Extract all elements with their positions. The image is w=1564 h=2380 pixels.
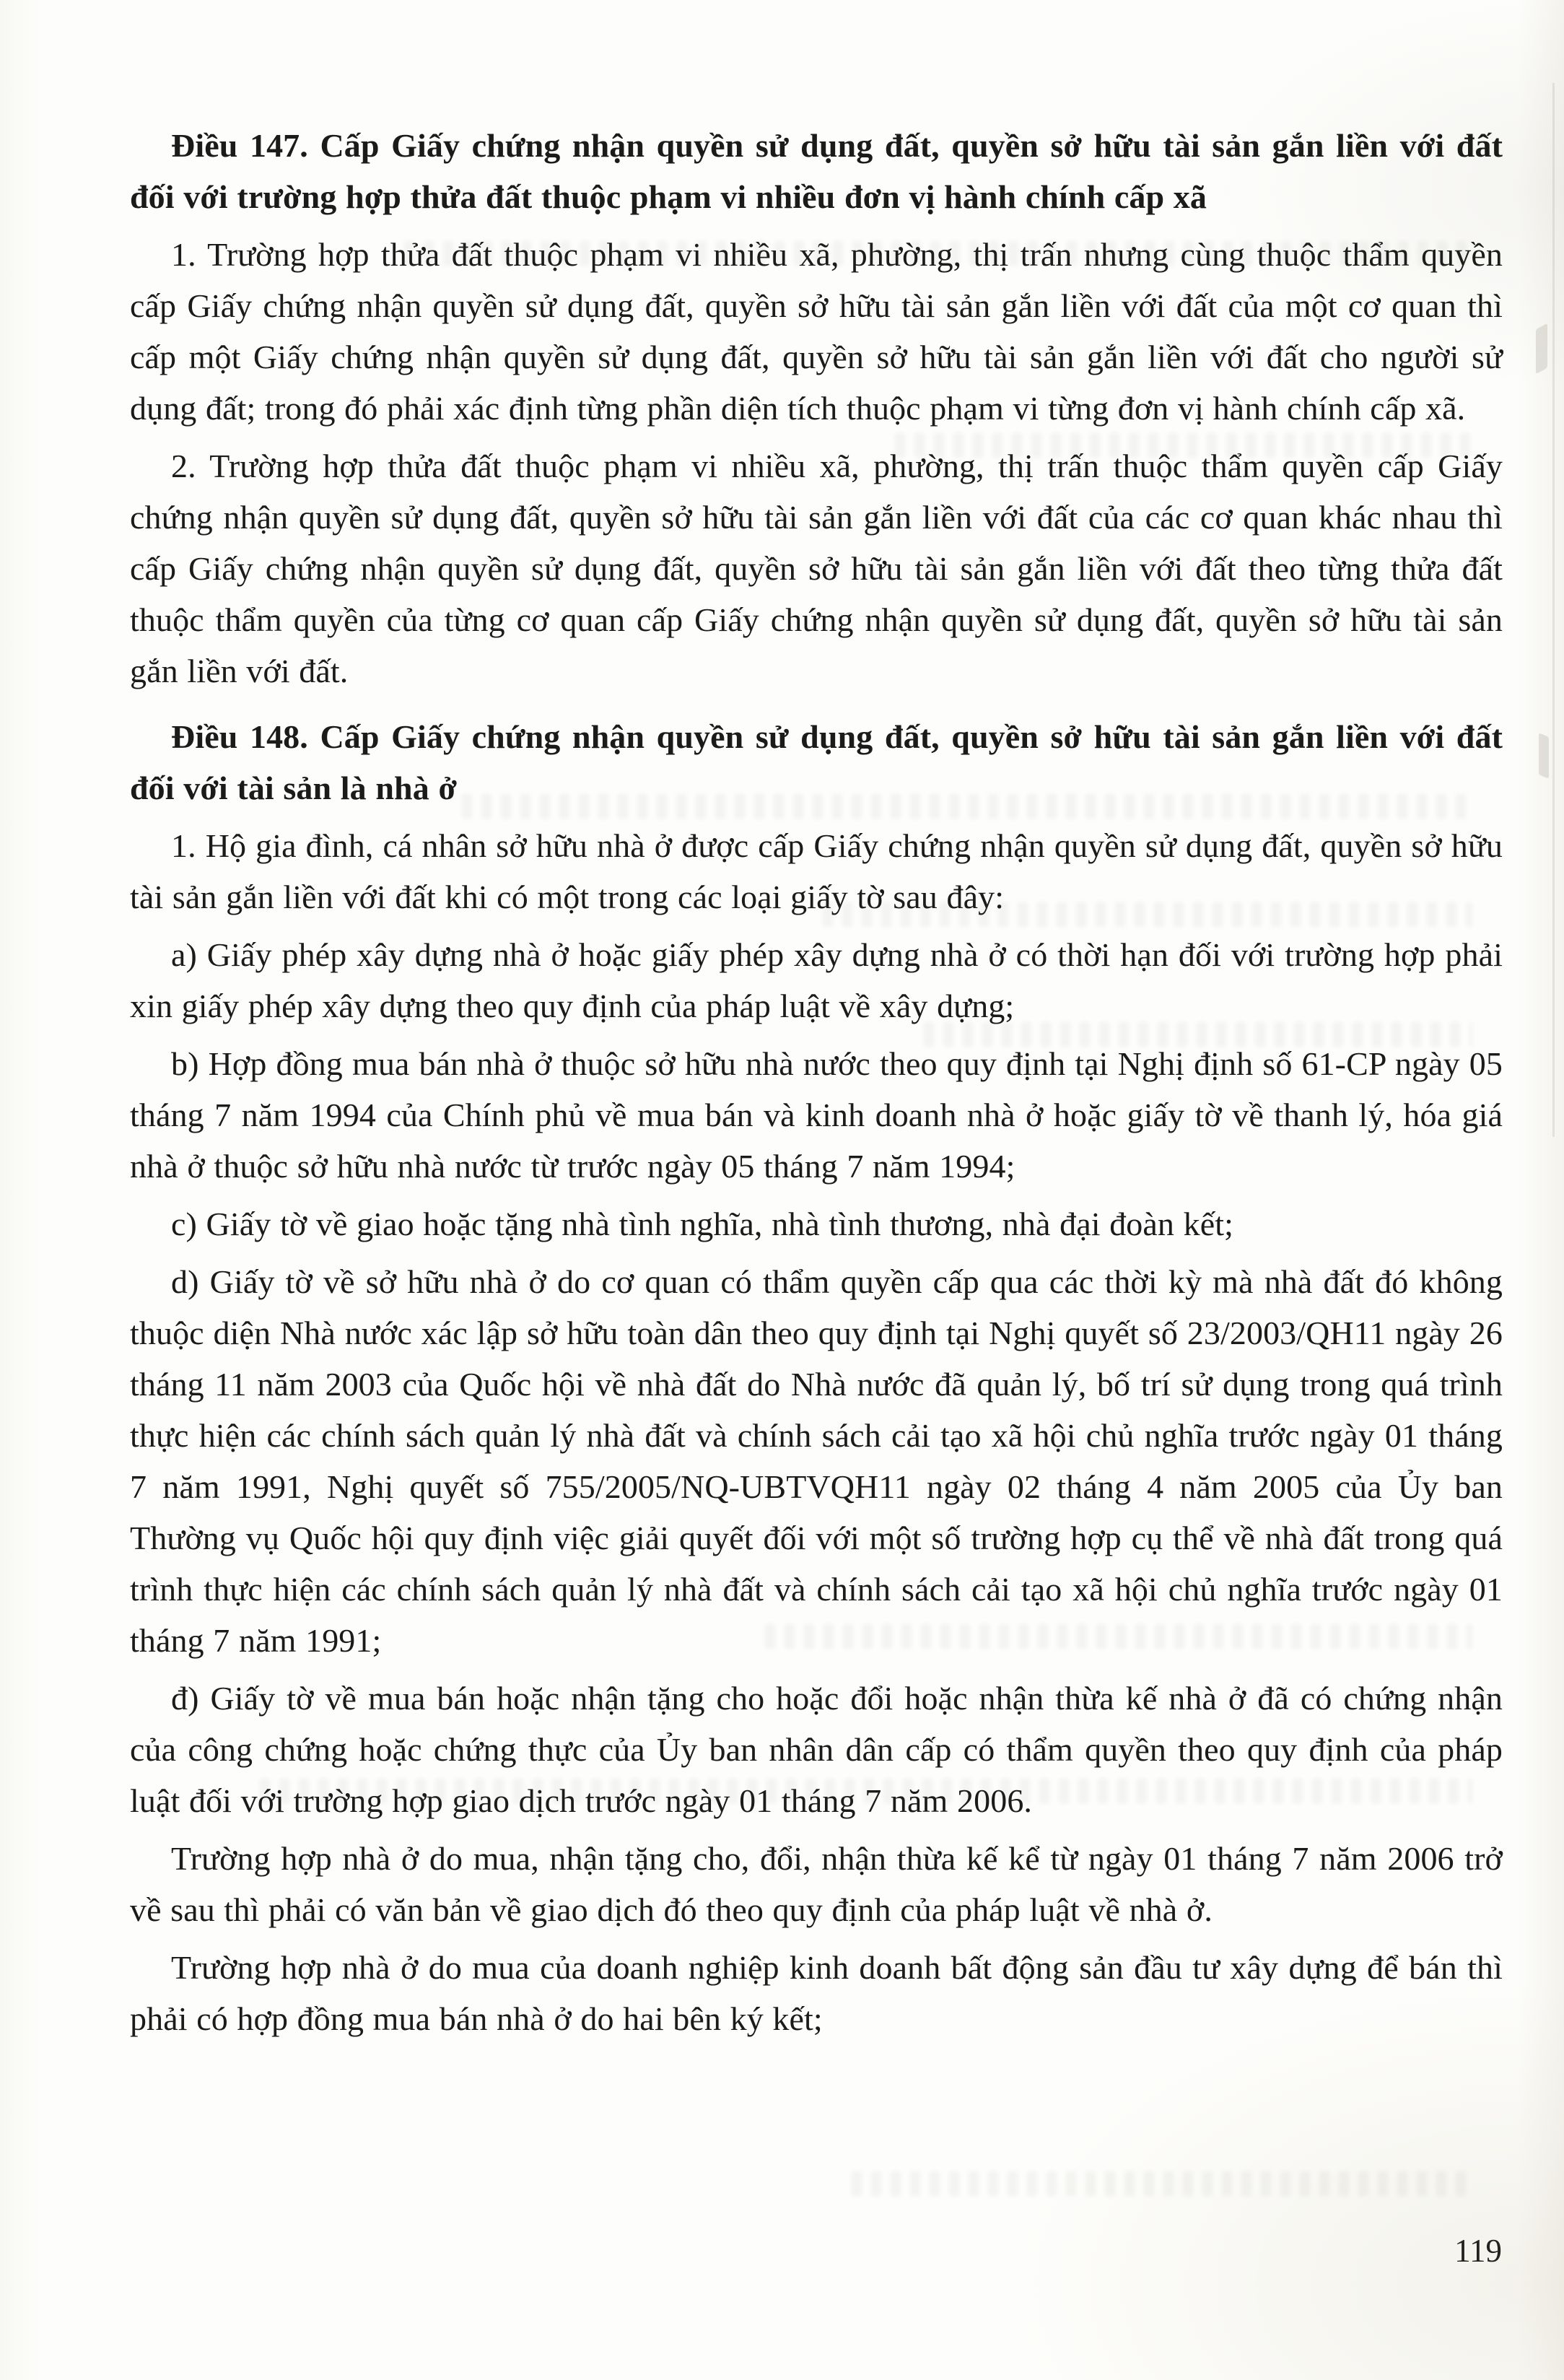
bleed-through-artifact: [852, 2171, 1472, 2196]
article-148-point-d: d) Giấy tờ về sở hữu nhà ở do cơ quan có thẩm quyền cấp qua các thời kỳ mà nhà đất đó không thuộc diện Nhà nước xác lập sở hữu toàn dân theo quy định tại Nghị quyết số 23/2003/QH11 ngày 26 tháng 11 năm 2003 của Quốc hội về nhà đất do Nhà nước đã quản lý, bố trí sử dụng trong quá trình thực hiện các chính sách quản lý nhà đất và chính sách cải tạo xã hội chủ nghĩa trước ngày 01 tháng 7 năm 1991, Nghị quyết số 755/2005/NQ-UBTVQH11 ngày 02 tháng 4 năm 2005 của Ủy ban Thường vụ Quốc hội quy định việc giải quyết đối với một số trường hợp cụ thể về nhà đất trong quá trình thực hiện các chính sách quản lý nhà đất và chính sách cải tạo xã hội chủ nghĩa trước ngày 01 tháng 7 năm 1991;: [130, 1263, 1503, 1659]
article-147-clause-1: 1. Trường hợp thửa đất thuộc phạm vi nhiều xã, phường, thị trấn nhưng cùng thuộc thẩm quyền cấp Giấy chứng nhận quyền sử dụng đất, quyền sở hữu tài sản gắn liền với đất của một cơ quan thì cấp một Giấy chứng nhận quyền sử dụng đất, quyền sở hữu tài sản gắn liền với đất cho người sử dụng đất; trong đó phải xác định từng phần diện tích thuộc phạm vi từng đơn vị hành chính cấp xã.: [130, 236, 1503, 427]
article-147-clause-2: 2. Trường hợp thửa đất thuộc phạm vi nhiều xã, phường, thị trấn thuộc thẩm quyền cấp Giấy chứng nhận quyền sử dụng đất, quyền sở hữu tài sản gắn liền với đất của các cơ quan khác nhau thì cấp Giấy chứng nhận quyền sử dụng đất, quyền sở hữu tài sản gắn liền với đất theo từng thửa đất thuộc thẩm quyền của từng cơ quan cấp Giấy chứng nhận quyền sử dụng đất, quyền sở hữu tài sản gắn liền với đất.: [130, 448, 1503, 689]
bleed-through-artifact: [462, 794, 1472, 819]
scan-edge-mark-artifact: [1539, 733, 1549, 779]
article-148-note-developer-purchase: Trường hợp nhà ở do mua của doanh nghiệp kinh doanh bất động sản đầu tư xây dựng để bán thì phải có hợp đồng mua bán nhà ở do hai bên ký kết;: [130, 1949, 1503, 2037]
bleed-through-artifact: [924, 1022, 1472, 1047]
bleed-through-artifact: [895, 433, 1472, 458]
law-text-block: [130, 120, 1503, 2044]
article-148-point-b: b) Hợp đồng mua bán nhà ở thuộc sở hữu nhà nước theo quy định tại Nghị định số 61-CP ngày 05 tháng 7 năm 1994 của Chính phủ về mua bán và kinh doanh nhà ở hoặc giấy tờ về thanh lý, hóa giá nhà ở thuộc sở hữu nhà nước từ trước ngày 05 tháng 7 năm 1994;: [130, 1045, 1503, 1185]
article-148-point-a: a) Giấy phép xây dựng nhà ở hoặc giấy phép xây dựng nhà ở có thời hạn đối với trường hợp phải xin giấy phép xây dựng theo quy định của pháp luật về xây dựng;: [130, 936, 1503, 1024]
page-number: 119: [1454, 2233, 1502, 2269]
scan-edge-line-artifact: [1552, 83, 1555, 1137]
bleed-through-artifact: [765, 1624, 1472, 1649]
article-147-heading: Điều 147. Cấp Giấy chứng nhận quyền sử dụng đất, quyền sở hữu tài sản gắn liền với đất đối với trường hợp thửa đất thuộc phạm vi nhiều đơn vị hành chính cấp xã: [130, 127, 1503, 215]
article-148-note-transactions-after-2006: Trường hợp nhà ở do mua, nhận tặng cho, đổi, nhận thừa kế kể từ ngày 01 tháng 7 năm 2006 trở về sau thì phải có văn bản về giao dịch đó theo quy định của pháp luật về nhà ở.: [130, 1840, 1503, 1928]
scan-edge-mark-artifact: [1536, 323, 1547, 375]
article-148-heading: Điều 148. Cấp Giấy chứng nhận quyền sử dụng đất, quyền sở hữu tài sản gắn liền với đất đối với tài sản là nhà ở: [130, 718, 1503, 806]
bleed-through-artifact: [260, 1779, 1472, 1803]
article-148-point-c: c) Giấy tờ về giao hoặc tặng nhà tình nghĩa, nhà tình thương, nhà đại đoàn kết;: [171, 1206, 1234, 1242]
bleed-through-artifact: [823, 902, 1472, 927]
article-148-point-dd: đ) Giấy tờ về mua bán hoặc nhận tặng cho hoặc đổi hoặc nhận thừa kế nhà ở đã có chứng nhận của công chứng hoặc chứng thực của Ủy ban nhân dân cấp có thẩm quyền theo quy định của pháp luật đối với trường hợp giao dịch trước ngày 01 tháng 7 năm 2006.: [130, 1680, 1503, 1819]
article-148-clause-1: 1. Hộ gia đình, cá nhân sở hữu nhà ở được cấp Giấy chứng nhận quyền sử dụng đất, quyền sở hữu tài sản gắn liền với đất khi có một trong các loại giấy tờ sau đây:: [130, 827, 1503, 915]
bleed-through-artifact: [404, 241, 1472, 266]
